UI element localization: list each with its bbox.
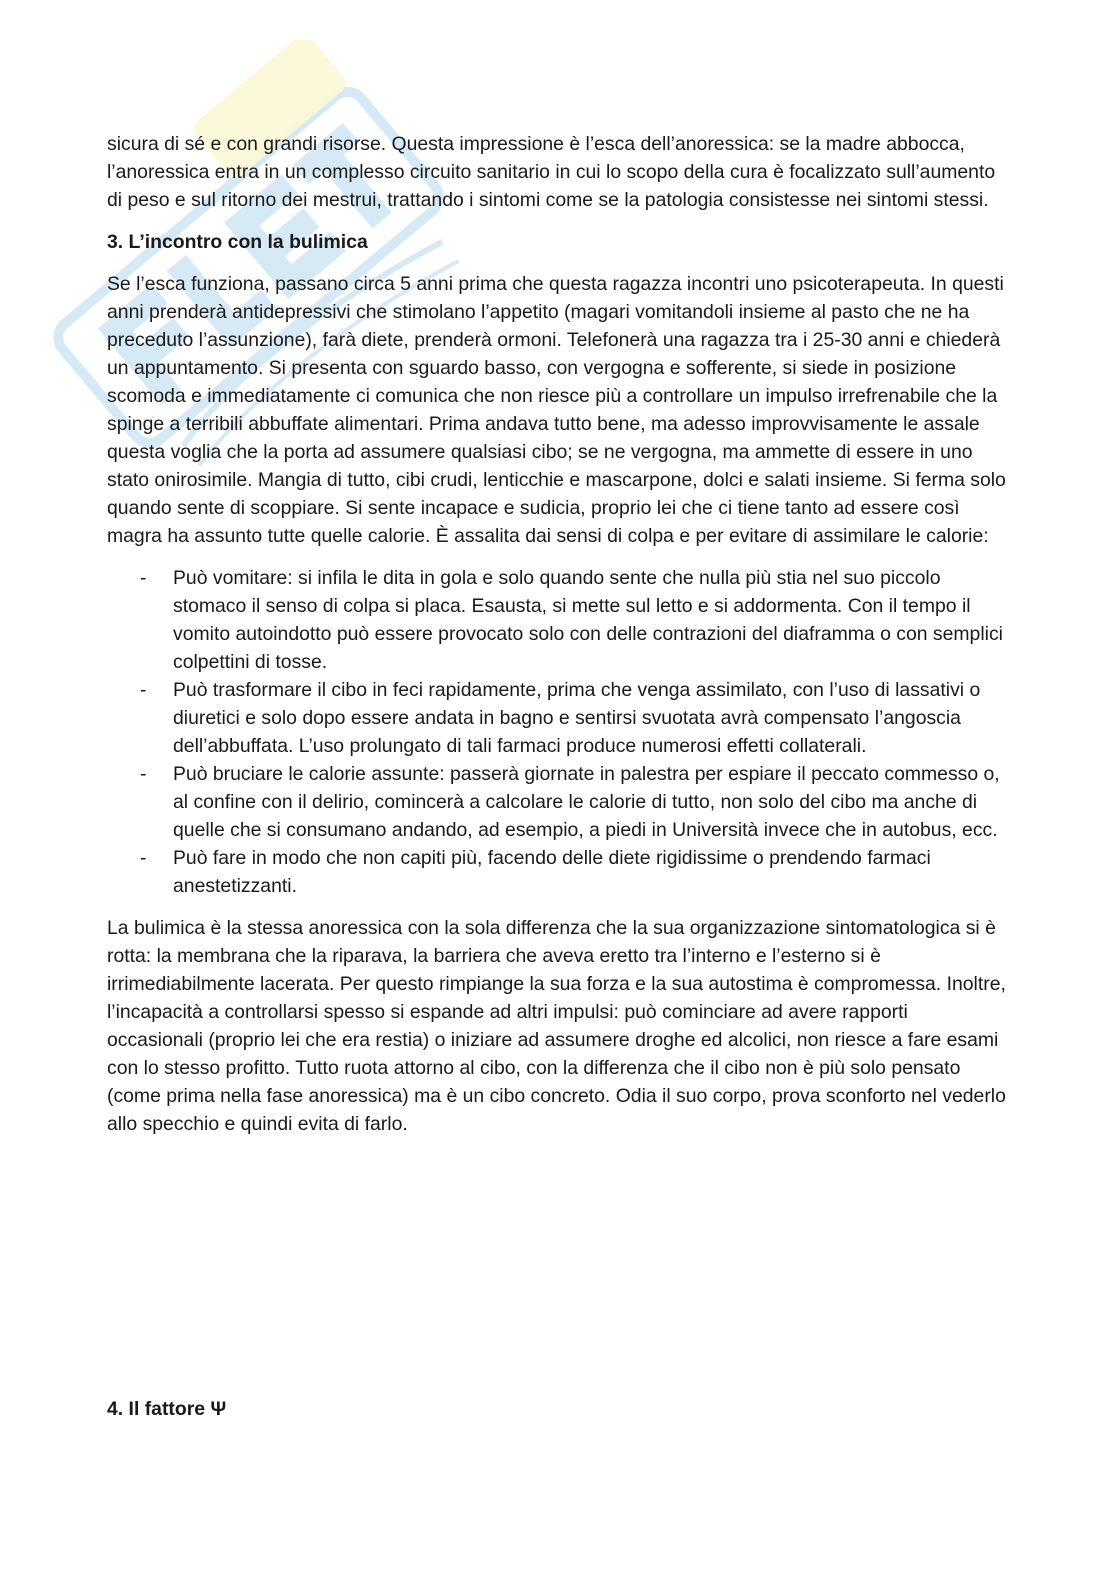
list-item-text: Può trasformare il cibo in feci rapidamente, prima che venga assimilato, con l’uso di lassativi o diuretici e solo dopo essere andata in bagno e sentirsi svuotata avrà compensato l’angoscia dell’abbuffata. L’uso prolungato di tali farmaci produce numerosi effetti collaterali. <box>173 679 981 757</box>
paragraph-bulimic-summary: La bulimica è la stessa anoressica con la sola differenza che la sua organizzazione sintomatologica si è rotta: la membrana che la riparava, la barriera che aveva eretto tra l’interno e l’esterno si è irrimediabilmente lacerata. Per questo rimpiange la sua forza e la sua autostima è compromessa. Inoltre, l’incapacità a controllarsi spesso si espande ad altri impulsi: può cominciare ad avere rapporti occasionali (proprio lei che era restia) o iniziare ad assumere droghe ed alcolici, non riesce a fare esami con lo stesso profitto. Tutto ruota attorno al cibo, con la differenza che il cibo non è più solo pensato (come prima nella fase anoressica) ma è un cibo concreto. Odia il suo corpo, prova sconforto nel vederlo allo specchio e quindi evita di farlo. <box>107 917 1006 1135</box>
paragraph-intro: sicura di sé e con grandi risorse. Questa impressione è l’esca dell’anoressica: se la madre abbocca, l’anoressica entra in un complesso circuito sanitario in cui lo scopo della cura è focalizzato sull’aumento di peso e sul ritorno dei mestrui, trattando i sintomi come se la patologia consistesse nei sintomi stessi. <box>107 133 996 211</box>
document-page <box>107 130 1007 1152</box>
list-item <box>107 564 1007 676</box>
bullet-list <box>107 564 1007 900</box>
paragraph-bulimic-encounter: Se l’esca funziona, passano circa 5 anni prima che questa ragazza incontri uno psicoterapeuta. In questi anni prenderà antidepressivi che stimolano l’appetito (magari vomitandoli insieme al pasto che ne ha preceduto l’assunzione), farà diete, prenderà ormoni. Telefonerà una ragazza tra i 25-30 anni e chiederà un appuntamento. Si presenta con sguardo basso, con vergogna e sofferente, si siede in posizione scomoda e immediatamente ci comunica che non riesce più a controllare un impulso irrefrenabile che la spinge a terribili abbuffate alimentari. Prima andava tutto bene, ma adesso improvvisamente le assale questa voglia che la porta ad assumere qualsiasi cibo; se ne vergogna, ma ammette di essere in uno stato onirosimile. Mangia di tutto, cibi crudi, lenticchie e mascarpone, dolci e salati insieme. Si ferma solo quando sente di scoppiare. Si sente incapace e sudicia, proprio lei che ci tiene tanto ad essere così magra ha assunto tutte quelle calorie. È assalita dai sensi di colpa e per evitare di assimilare le calorie: <box>107 273 1006 547</box>
list-item-text: Può bruciare le calorie assunte: passerà giornate in palestra per espiare il peccato commesso o, al confine con il delirio, comincerà a calcolare le calorie di tutto, non solo del cibo ma anche di quelle che si consumano andando, ad esempio, a piedi in Università invece che in autobus, ecc. <box>173 763 1000 841</box>
section-heading-4: 4. Il fattore Ψ <box>107 1398 227 1420</box>
list-item-text: Può fare in modo che non capiti più, facendo delle diete rigidissime o prendendo farmaci anestetizzanti. <box>173 847 931 897</box>
section-heading-3: 3. L’incontro con la bulimica <box>107 231 368 253</box>
list-item <box>107 676 1007 760</box>
bullet-dash: - <box>140 679 147 701</box>
list-item <box>107 760 1007 844</box>
list-item-text: Può vomitare: si infila le dita in gola e solo quando sente che nulla più stia nel suo piccolo stomaco il senso di colpa si placa. Esausta, si mette sul letto e si addormenta. Con il tempo il vomito autoindotto può essere provocato solo con delle contrazioni del diaframma o con semplici colpettini di tosse. <box>173 567 1003 673</box>
bullet-dash: - <box>140 567 147 589</box>
list-item <box>107 844 1007 900</box>
bullet-dash: - <box>140 763 147 785</box>
bullet-dash: - <box>140 847 147 869</box>
